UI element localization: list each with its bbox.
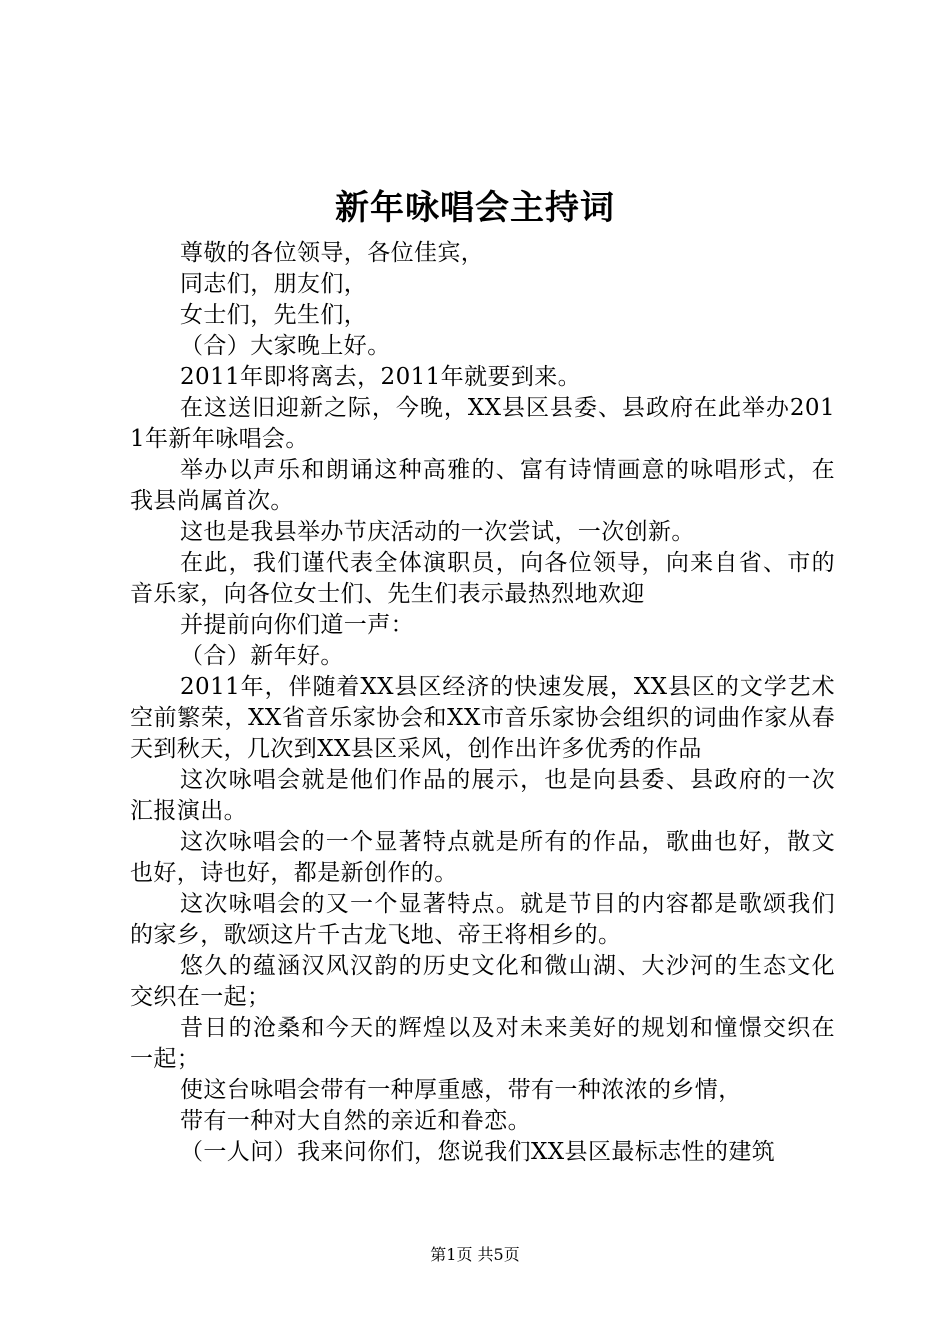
paragraph: 在此，我们谨代表全体演职员，向各位领导，向来自省、市的音乐家，向各位女士们、先生们表示最热烈地欢迎 (130, 550, 835, 607)
paragraph: 使这台咏唱会带有一种厚重感，带有一种浓浓的乡情， (180, 1077, 742, 1103)
paragraph: 这次咏唱会的一个显著特点就是所有的作品，歌曲也好，散文也好，诗也好，都是新创作的。 (130, 829, 835, 886)
paragraph: 同志们，朋友们， (180, 271, 368, 297)
paragraph: 悠久的蕴涵汉风汉韵的历史文化和微山湖、大沙河的生态文化交织在一起； (130, 953, 835, 1010)
paragraph: 这次咏唱会的又一个显著特点。就是节目的内容都是歌颂我们的家乡，歌颂这片千古龙飞地、帝王将相乡的。 (130, 891, 835, 948)
document-body (130, 238, 835, 1168)
paragraph: 尊敬的各位领导，各位佳宾， (180, 240, 485, 266)
paragraph: （一人问）我来问你们，您说我们XX县区最标志性的建筑 (180, 1139, 776, 1165)
paragraph: （合）大家晚上好。 (180, 333, 391, 359)
paragraph: 2011年，伴随着XX县区经济的快速发展，XX县区的文学艺术空前繁荣，XX省音乐家协会和XX市音乐家协会组织的词曲作家从春天到秋天，几次到XX县区采风，创作出许多优秀的作品 (130, 674, 835, 762)
document-title: 新年咏唱会主持词 (335, 188, 615, 228)
paragraph: 昔日的沧桑和今天的辉煌以及对未来美好的规划和憧憬交织在一起； (130, 1015, 835, 1072)
paragraph: 女士们，先生们， (180, 302, 368, 328)
page-number-footer: 第1页 共5页 (430, 1245, 520, 1264)
paragraph: 在这送旧迎新之际，今晚，XX县区县委、县政府在此举办2011年新年咏唱会。 (130, 395, 835, 452)
paragraph: 这也是我县举办节庆活动的一次尝试，一次创新。 (180, 519, 695, 545)
paragraph: 这次咏唱会就是他们作品的展示，也是向县委、县政府的一次汇报演出。 (130, 767, 835, 824)
paragraph: （合）新年好。 (180, 643, 344, 669)
paragraph: 并提前向你们道一声： (180, 612, 414, 638)
paragraph: 带有一种对大自然的亲近和眷恋。 (180, 1108, 531, 1134)
paragraph: 2011年即将离去，2011年就要到来。 (180, 364, 582, 390)
paragraph: 举办以声乐和朗诵这种高雅的、富有诗情画意的咏唱形式，在我县尚属首次。 (130, 457, 835, 514)
